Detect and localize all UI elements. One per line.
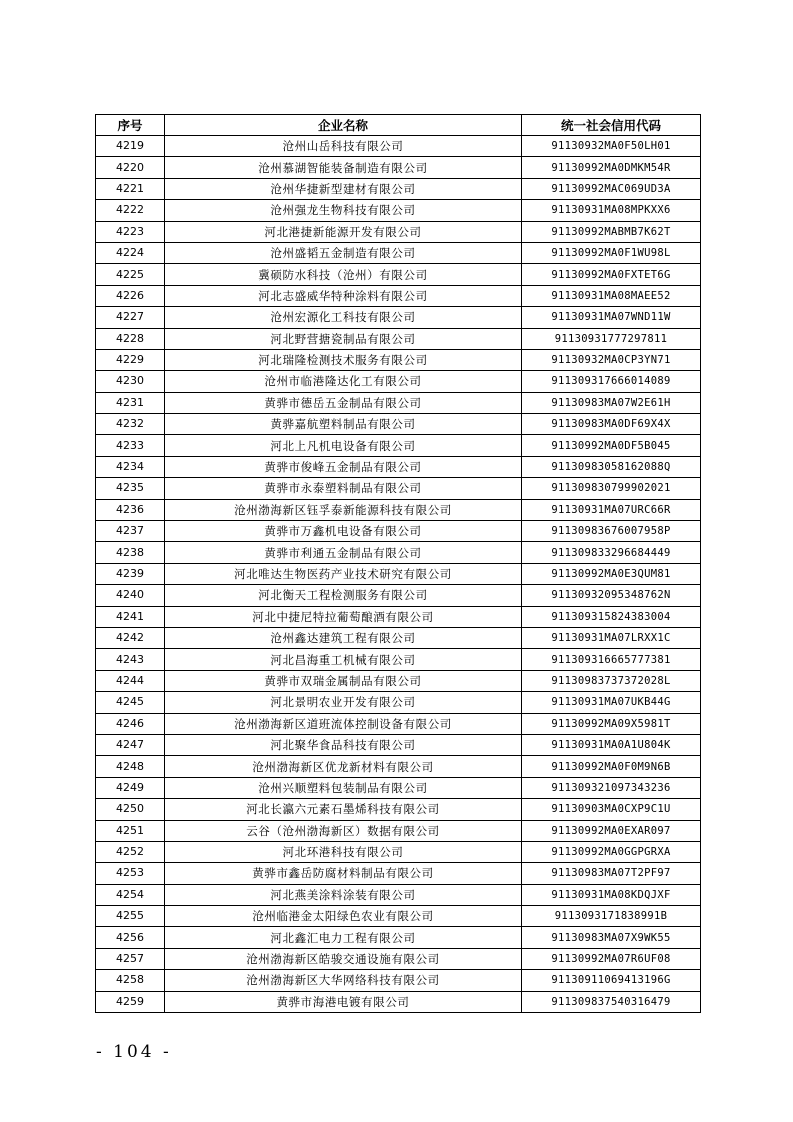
row-index: 4240 <box>96 585 165 606</box>
row-index: 4224 <box>96 242 165 263</box>
table-row <box>96 136 701 157</box>
row-index: 4241 <box>96 606 165 627</box>
credit-code: 91130992MA0FXTET6G <box>522 264 701 285</box>
credit-code: 91130931MA08MPKXX6 <box>522 200 701 221</box>
header-company-name: 企业名称 <box>165 115 522 136</box>
credit-code: 91130983676007958P <box>522 521 701 542</box>
company-name: 沧州渤海新区大华网络科技有限公司 <box>165 970 522 991</box>
company-name: 黄骅嘉航塑料制品有限公司 <box>165 414 522 435</box>
company-name: 沧州华捷新型建材有限公司 <box>165 178 522 199</box>
credit-code: 91130983MA0DF69X4X <box>522 414 701 435</box>
row-index: 4226 <box>96 285 165 306</box>
company-name: 河北上凡机电设备有限公司 <box>165 435 522 456</box>
company-name: 河北港捷新能源开发有限公司 <box>165 221 522 242</box>
table-row <box>96 157 701 178</box>
credit-code: 91130932MA0CP3YN71 <box>522 349 701 370</box>
credit-code: 9113093171838991B <box>522 906 701 927</box>
row-index: 4233 <box>96 435 165 456</box>
row-index: 4244 <box>96 670 165 691</box>
credit-code: 911309830799902021 <box>522 478 701 499</box>
table-row <box>96 392 701 413</box>
table-row <box>96 242 701 263</box>
credit-code: 91130931MA07WND11W <box>522 307 701 328</box>
table-row <box>96 734 701 755</box>
credit-code: 91130983MA07W2E61H <box>522 392 701 413</box>
enterprise-table-container <box>95 114 700 1013</box>
company-name: 黄骅市万鑫机电设备有限公司 <box>165 521 522 542</box>
table-row <box>96 841 701 862</box>
company-name: 沧州慕湖智能装备制造有限公司 <box>165 157 522 178</box>
credit-code: 91130932MA0F50LH01 <box>522 136 701 157</box>
table-row <box>96 585 701 606</box>
company-name: 河北聚华食品科技有限公司 <box>165 734 522 755</box>
credit-code: 91130992MA0DMKM54R <box>522 157 701 178</box>
company-name: 冀硕防水科技（沧州）有限公司 <box>165 264 522 285</box>
row-index: 4237 <box>96 521 165 542</box>
table-row <box>96 542 701 563</box>
row-index: 4259 <box>96 991 165 1012</box>
row-index: 4223 <box>96 221 165 242</box>
credit-code: 91130931MA07LRXX1C <box>522 627 701 648</box>
row-index: 4221 <box>96 178 165 199</box>
credit-code: 91130992MA0DF5B045 <box>522 435 701 456</box>
company-name: 沧州山岳科技有限公司 <box>165 136 522 157</box>
company-name: 河北景明农业开发有限公司 <box>165 692 522 713</box>
company-name: 沧州临港金太阳绿色农业有限公司 <box>165 906 522 927</box>
credit-code: 91130992MAC069UD3A <box>522 178 701 199</box>
table-row <box>96 649 701 670</box>
company-name: 沧州渤海新区优龙新材料有限公司 <box>165 756 522 777</box>
row-index: 4246 <box>96 713 165 734</box>
company-name: 黄骅市俊峰五金制品有限公司 <box>165 456 522 477</box>
row-index: 4229 <box>96 349 165 370</box>
table-row <box>96 906 701 927</box>
page-number: - 104 - <box>96 1042 172 1062</box>
table-row <box>96 606 701 627</box>
table-row <box>96 285 701 306</box>
credit-code: 91130992MA0F0M9N6B <box>522 756 701 777</box>
table-row <box>96 200 701 221</box>
row-index: 4255 <box>96 906 165 927</box>
table-row <box>96 221 701 242</box>
table-row <box>96 563 701 584</box>
credit-code: 91130931MA07URC66R <box>522 499 701 520</box>
row-index: 4248 <box>96 756 165 777</box>
company-name: 黄骅市德岳五金制品有限公司 <box>165 392 522 413</box>
row-index: 4242 <box>96 627 165 648</box>
table-row <box>96 948 701 969</box>
company-name: 黄骅市海港电镀有限公司 <box>165 991 522 1012</box>
row-index: 4251 <box>96 820 165 841</box>
table-row <box>96 820 701 841</box>
table-row <box>96 991 701 1012</box>
table-row <box>96 307 701 328</box>
company-name: 河北鑫汇电力工程有限公司 <box>165 927 522 948</box>
row-index: 4230 <box>96 371 165 392</box>
table-row <box>96 264 701 285</box>
credit-code: 91130983737372028L <box>522 670 701 691</box>
company-name: 河北燕美涂料涂装有限公司 <box>165 884 522 905</box>
row-index: 4228 <box>96 328 165 349</box>
credit-code: 911309315824383004 <box>522 606 701 627</box>
credit-code: 911309833296684449 <box>522 542 701 563</box>
credit-code: 91130931MA08KDQJXF <box>522 884 701 905</box>
row-index: 4250 <box>96 799 165 820</box>
header-credit-code: 统一社会信用代码 <box>522 115 701 136</box>
table-row <box>96 414 701 435</box>
credit-code: 91130992MA0GGPGRXA <box>522 841 701 862</box>
company-name: 沧州盛韬五金制造有限公司 <box>165 242 522 263</box>
table-row <box>96 799 701 820</box>
company-name: 河北志盛威华特种涂料有限公司 <box>165 285 522 306</box>
credit-code: 911309837540316479 <box>522 991 701 1012</box>
row-index: 4252 <box>96 841 165 862</box>
row-index: 4227 <box>96 307 165 328</box>
row-index: 4225 <box>96 264 165 285</box>
table-row <box>96 435 701 456</box>
credit-code: 91130903MA0CXP9C1U <box>522 799 701 820</box>
row-index: 4253 <box>96 863 165 884</box>
company-name: 沧州强龙生物科技有限公司 <box>165 200 522 221</box>
company-name: 沧州兴顺塑料包装制品有限公司 <box>165 777 522 798</box>
table-row <box>96 670 701 691</box>
credit-code: 911309317666014089 <box>522 371 701 392</box>
company-name: 沧州渤海新区皓骏交通设施有限公司 <box>165 948 522 969</box>
company-name: 河北长瀛六元素石墨烯科技有限公司 <box>165 799 522 820</box>
company-name: 河北环港科技有限公司 <box>165 841 522 862</box>
table-row <box>96 371 701 392</box>
row-index: 4245 <box>96 692 165 713</box>
row-index: 4247 <box>96 734 165 755</box>
row-index: 4222 <box>96 200 165 221</box>
company-name: 沧州鑫达建筑工程有限公司 <box>165 627 522 648</box>
credit-code: 91130992MABMB7K62T <box>522 221 701 242</box>
company-name: 河北野营搪瓷制品有限公司 <box>165 328 522 349</box>
row-index: 4249 <box>96 777 165 798</box>
credit-code: 91130931MA0A1U804K <box>522 734 701 755</box>
credit-code: 91130931777297811 <box>522 328 701 349</box>
table-row <box>96 863 701 884</box>
row-index: 4220 <box>96 157 165 178</box>
table-row <box>96 627 701 648</box>
company-name: 沧州宏源化工科技有限公司 <box>165 307 522 328</box>
credit-code: 911309321097343236 <box>522 777 701 798</box>
row-index: 4254 <box>96 884 165 905</box>
company-name: 黄骅市鑫岳防腐材料制品有限公司 <box>165 863 522 884</box>
table-row <box>96 884 701 905</box>
credit-code: 91130911069413196G <box>522 970 701 991</box>
credit-code: 91130983MA07T2PF97 <box>522 863 701 884</box>
table-row <box>96 777 701 798</box>
header-index: 序号 <box>96 115 165 136</box>
row-index: 4239 <box>96 563 165 584</box>
company-name: 黄骅市利通五金制品有限公司 <box>165 542 522 563</box>
company-name: 河北中捷尼特拉葡萄酿酒有限公司 <box>165 606 522 627</box>
row-index: 4238 <box>96 542 165 563</box>
table-row <box>96 328 701 349</box>
credit-code: 91130992MA09X5981T <box>522 713 701 734</box>
company-name: 沧州渤海新区钰孚泰新能源科技有限公司 <box>165 499 522 520</box>
company-name: 沧州市临港隆达化工有限公司 <box>165 371 522 392</box>
table-row <box>96 349 701 370</box>
table-header <box>96 115 701 136</box>
credit-code: 91130931MA08MAEE52 <box>522 285 701 306</box>
row-index: 4231 <box>96 392 165 413</box>
table-row <box>96 756 701 777</box>
table-row <box>96 456 701 477</box>
company-name: 云谷（沧州渤海新区）数据有限公司 <box>165 820 522 841</box>
credit-code: 91130932095348762N <box>522 585 701 606</box>
credit-code: 91130992MA0EXAR097 <box>522 820 701 841</box>
credit-code: 91130992MA0E3QUM81 <box>522 563 701 584</box>
row-index: 4235 <box>96 478 165 499</box>
table-row <box>96 927 701 948</box>
row-index: 4256 <box>96 927 165 948</box>
company-name: 黄骅市双瑞金属制品有限公司 <box>165 670 522 691</box>
row-index: 4232 <box>96 414 165 435</box>
row-index: 4219 <box>96 136 165 157</box>
credit-code: 91130983MA07X9WK55 <box>522 927 701 948</box>
table-row <box>96 178 701 199</box>
table-row <box>96 713 701 734</box>
company-name: 河北衡天工程检测服务有限公司 <box>165 585 522 606</box>
table-row <box>96 970 701 991</box>
row-index: 4236 <box>96 499 165 520</box>
credit-code: 91130983058162088Q <box>522 456 701 477</box>
row-index: 4234 <box>96 456 165 477</box>
table-row <box>96 692 701 713</box>
table-row <box>96 478 701 499</box>
credit-code: 911309316665777381 <box>522 649 701 670</box>
row-index: 4243 <box>96 649 165 670</box>
credit-code: 91130992MA07R6UF08 <box>522 948 701 969</box>
row-index: 4257 <box>96 948 165 969</box>
company-name: 河北瑞隆检测技术服务有限公司 <box>165 349 522 370</box>
header-row <box>96 115 701 136</box>
enterprise-table <box>95 114 701 1013</box>
row-index: 4258 <box>96 970 165 991</box>
table-row <box>96 499 701 520</box>
table-body <box>96 136 701 1013</box>
company-name: 黄骅市永泰塑料制品有限公司 <box>165 478 522 499</box>
credit-code: 91130992MA0F1WU98L <box>522 242 701 263</box>
credit-code: 91130931MA07UKB44G <box>522 692 701 713</box>
company-name: 沧州渤海新区道班流体控制设备有限公司 <box>165 713 522 734</box>
table-row <box>96 521 701 542</box>
company-name: 河北唯达生物医药产业技术研究有限公司 <box>165 563 522 584</box>
company-name: 河北昌海重工机械有限公司 <box>165 649 522 670</box>
